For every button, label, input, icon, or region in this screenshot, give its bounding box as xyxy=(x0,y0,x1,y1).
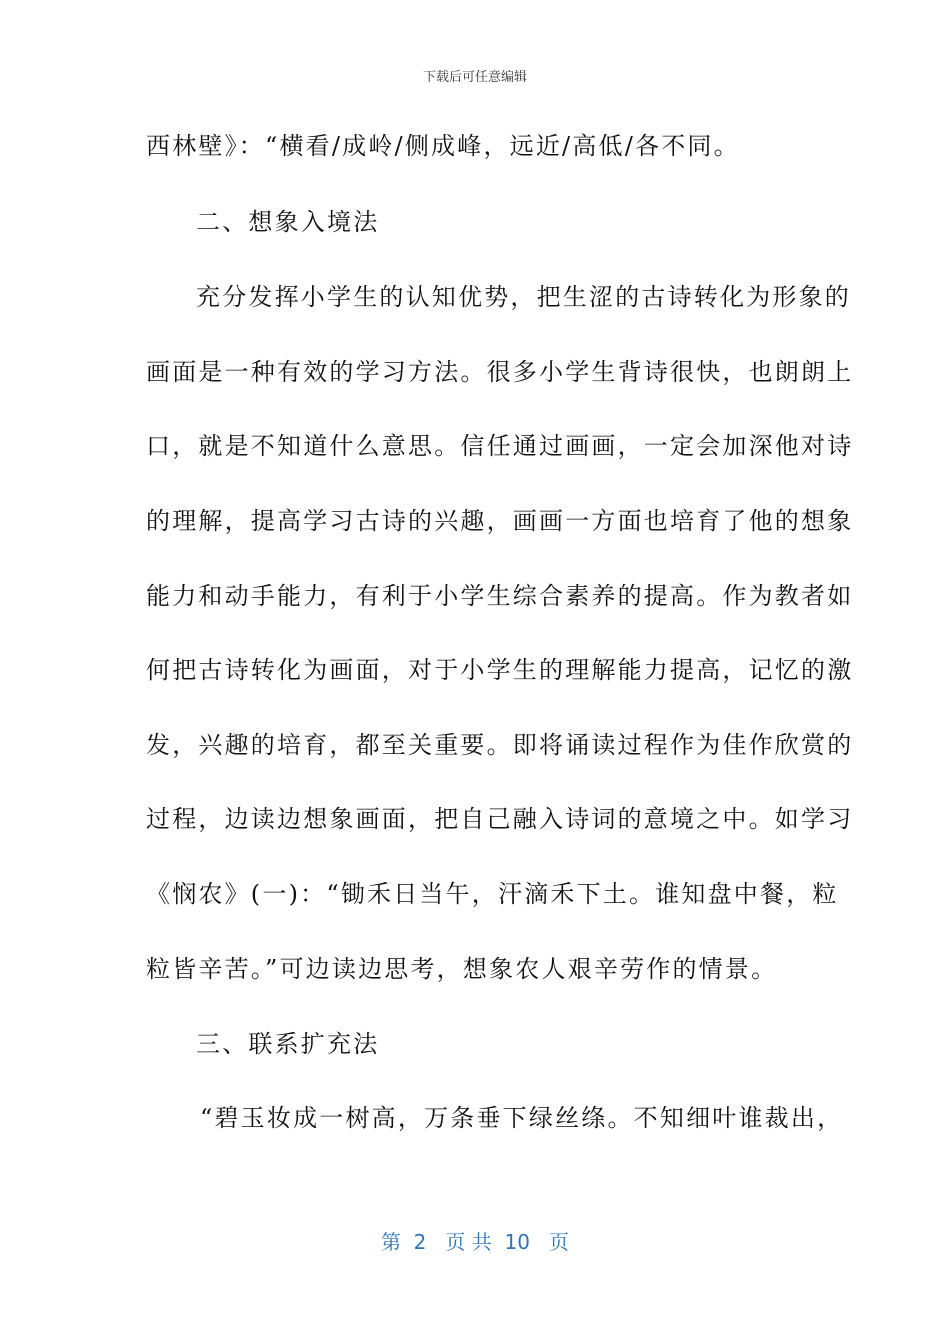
paragraph-line: 《悯农》(一)：“锄禾日当午，汗滴禾下土。谁知盘中餐，粒 xyxy=(146,880,839,908)
paragraph-line: 能力和动手能力，有利于小学生综合素养的提高。作为教者如 xyxy=(146,582,854,610)
paragraph-line: 充分发挥小学生的认知优势，把生涩的古诗转化为形象的 xyxy=(196,283,851,311)
paragraph-line: 过程，边读边想象画面，把自己融入诗词的意境之中。如学习 xyxy=(146,805,854,833)
paragraph-line: 何把古诗转化为画面，对于小学生的理解能力提高，记忆的激 xyxy=(146,656,854,684)
section-heading: 三、联系扩充法 xyxy=(196,1030,380,1058)
paragraph-line: “碧玉妆成一树高，万条垂下绿丝绦。不知细叶谁裁出， xyxy=(200,1104,844,1132)
paragraph-line: 的理解，提高学习古诗的兴趣，画画一方面也培育了他的想象 xyxy=(146,507,854,535)
paragraph-line: 口，就是不知道什么意思。信任通过画画，一定会加深他对诗 xyxy=(146,432,854,460)
paragraph-line: 发，兴趣的培育，都至关重要。即将诵读过程作为佳作欣赏的 xyxy=(146,731,854,759)
paragraph-line: 西林壁》：“横看/成岭/侧成峰，远近/高低/各不同。 xyxy=(146,132,740,160)
paragraph-line: 画面是一种有效的学习方法。很多小学生背诗很快，也朗朗上 xyxy=(146,358,854,386)
page-number-footer: 第 2 页 共 10 页 xyxy=(380,1230,570,1254)
paragraph-line: 粒皆辛苦。”可边读边思考，想象农人艰辛劳作的情景。 xyxy=(146,955,778,983)
section-heading: 二、想象入境法 xyxy=(196,208,380,236)
page-header: 下载后可任意编辑 xyxy=(422,70,527,85)
